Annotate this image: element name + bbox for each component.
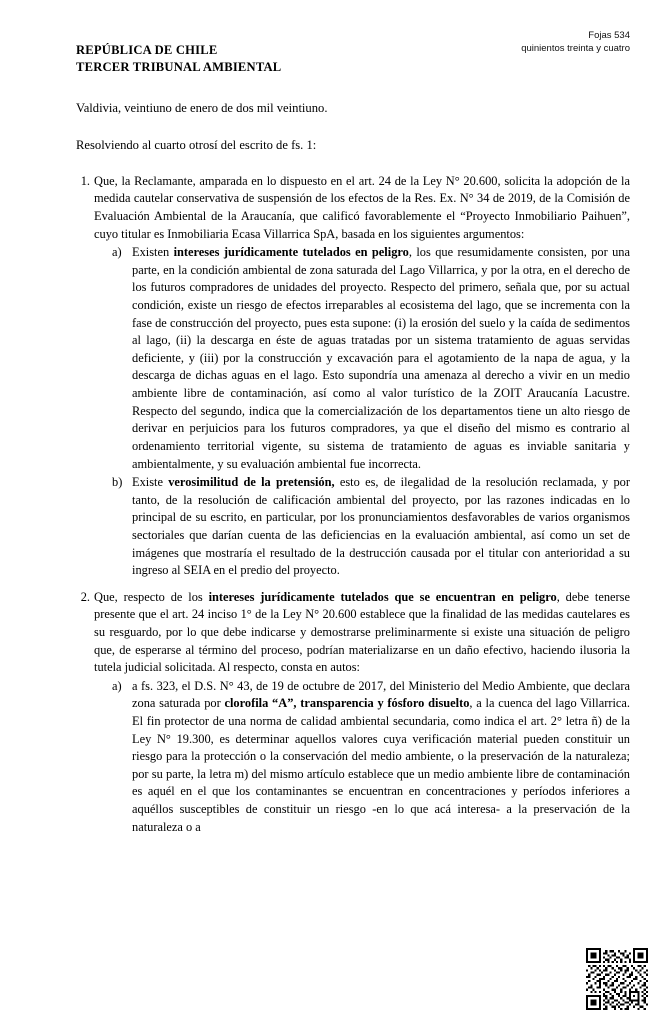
sub-item-list — [94, 244, 630, 580]
folio-number-words: quinientos treinta y cuatro — [521, 42, 630, 54]
subitem-marker: a) — [112, 245, 122, 260]
document-body — [76, 173, 630, 837]
folio-number: Fojas 534 — [588, 30, 630, 41]
subitem-rest: esto es, de ilegalidad de la resolución reclamada, y por tanto, de la resolución de calificación ambiental del proyecto, por las razones indicadas en lo principal de su escrito, en particular, por los pronunciamientos desfavorables de varios organismos sectoriales que darían cuenta de las deficiencias en la evaluación ambiental, así como un set de imágenes que mostraría el resultado de la destrucción causada por el titular con anterioridad a su ingreso al SEIA en el predio del proyecto. — [132, 475, 630, 578]
qr-code — [586, 948, 648, 1010]
subitem-text — [132, 678, 630, 836]
subitem-marker: b) — [112, 475, 123, 490]
lettered-item — [112, 474, 630, 580]
resolution-intro: Resolviendo al cuarto otrosí del escrito de fs. 1: — [76, 137, 317, 152]
item-marker: 1. — [80, 173, 90, 188]
item-marker: 2. — [80, 589, 90, 604]
qr-code-image — [586, 948, 648, 1010]
place-and-date: Valdivia, veintiuno de enero de dos mil veintiuno. — [76, 100, 328, 115]
numbered-item — [76, 173, 630, 580]
subitem-marker: a) — [112, 678, 122, 693]
subitem-rest: , a la cuenca del lago Villarrica. El fin protector de una norma de calidad ambiental secundaria, como indica el art. 2° letra ñ) de la Ley N° 19.300, es determinar aquellos valores cuya verificación material pueden constituir un riesgo para la protección o la conservación del medio ambiente, o la preservación de la naturaleza; por su parte, la letra m) del mismo artículo establece que un medio ambiente libre de contaminación es aquél en el que los contaminantes se encuentran en concentraciones y períodos inferiores a aquéllos susceptibles de constituir un riesgo -en lo que acá interesa- a la preservación de la naturaleza o a — [132, 696, 630, 834]
item-emphasis: intereses jurídicamente tutelados que se encuentran en peligro — [208, 589, 557, 604]
subitem-lead: Existe — [132, 475, 169, 490]
letterhead-country: REPÚBLICA DE CHILE — [76, 43, 218, 57]
subitem-emphasis: clorofila “A”, transparencia y fósforo disuelto — [224, 696, 470, 711]
lettered-item — [112, 244, 630, 473]
folio-stamp — [521, 30, 630, 55]
item-text: Que, la Reclamante, amparada en lo dispuesto en el art. 24 de la Ley N° 20.600, solicita la adopción de la medida cautelar conservativa de suspensión de los efectos de la Res. Ex. N° 34 de 2019, de la Comisión de Evaluación Ambiental de la Araucanía, que calificó favorablemente el “Proyecto Inmobiliario Paihuen”, cuyo titular es Inmobiliaria Ecasa Villarrica SpA, basada en los siguientes argumentos: — [94, 173, 630, 241]
numbered-item — [76, 589, 630, 837]
subitem-text — [132, 474, 630, 580]
lettered-item — [112, 678, 630, 836]
subitem-lead: a fs. 323, el D.S. N° 43, de 19 de octubre de 2017, del Ministerio del Medio Ambiente, que declara zona saturada por — [132, 678, 630, 711]
item-text-after: , debe tenerse presente que el art. 24 inciso 1° de la Ley N° 20.600 establece que la finalidad de las medidas cautelares es su resguardo, por lo que debe indicarse y demostrarse preliminarmente si existe una situación de peligro que, de esperarse al término del proceso, podrían materializarse en un daño efectivo, haciendo ilusoria la tutela judicial solicitada. Al respecto, consta en autos: — [94, 589, 630, 675]
sub-item-list — [94, 678, 630, 836]
subitem-rest: , los que resumidamente consisten, por una parte, en la condición ambiental de zona saturada del Lago Villarrica, y por la otra, en el derecho de los futuros compradores de unidades del proyecto. Respecto del primero, señala que, por su actual condición, existe un riesgo de efectos irreparables al ecosistema del lago, que se incrementa con la fase de construcción del proyecto, pues esta supone: (i) la erosión del suelo y la caída de sedimentos al lago, (ii) la descarga en éste de aguas tratadas por un sistema tratamiento de aguas servidas deficiente, y (iii) por la construcción y excavación para el agotamiento de la napa de agua, y la descarga de dichas aguas en el lago. Esto supondría una amenaza al derecho a vivir en un medio ambiente libre de contaminación, así como al valor turístico de la ZOIT Araucanía Lacustre. Respecto del segundo, indica que la comercialización de los departamentos tiene un alto riesgo de derivar en perjuicios para los futuros compradores, ya que el diseño del mismo es contrario al ordenamiento territorial vigente, su sistema de tratamiento de aguas es inviable sanitaria y ambientalmente, y su evaluación ambiental fue incorrecta. — [132, 245, 630, 471]
subitem-emphasis: intereses jurídicamente tutelados en peligro — [173, 245, 409, 260]
item-text — [94, 589, 630, 677]
item-text-before: Que, respecto de los — [94, 589, 209, 604]
subitem-emphasis: verosimilitud de la pretensión, — [168, 475, 335, 490]
subitem-text — [132, 244, 630, 473]
subitem-lead: Existen — [132, 245, 174, 260]
letterhead-court: TERCER TRIBUNAL AMBIENTAL — [76, 60, 282, 75]
